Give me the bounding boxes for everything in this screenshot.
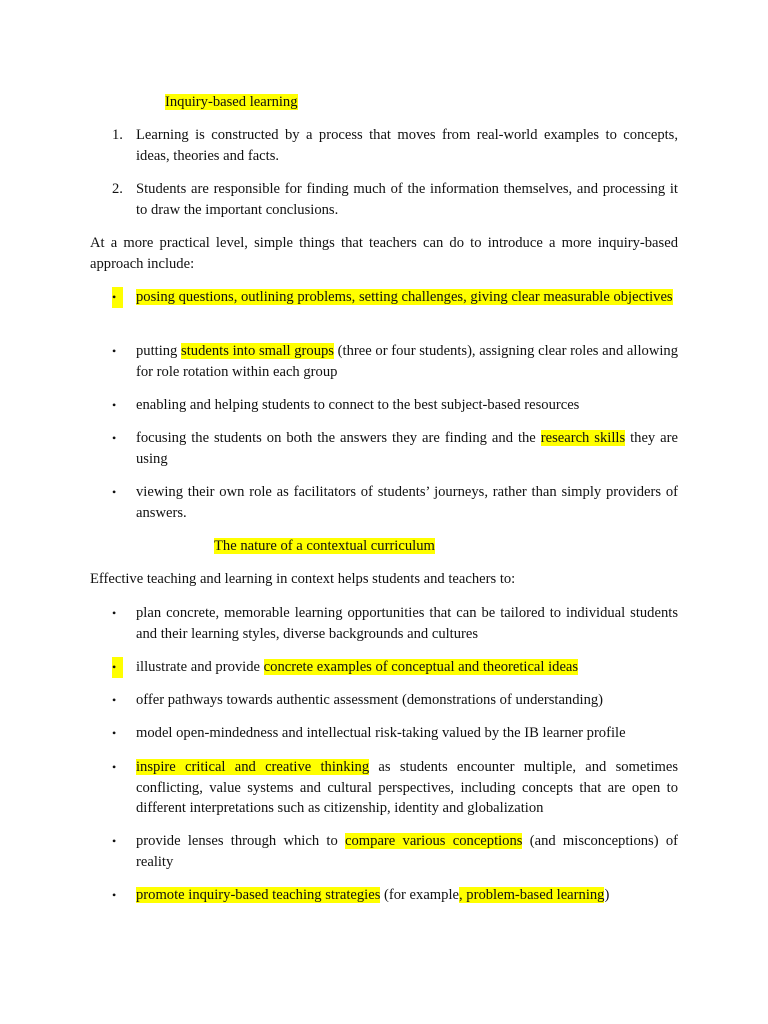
list-item [90, 657, 678, 678]
highlighted-text: inspire critical and creative thinking [136, 759, 370, 775]
intro-paragraph-2: Effective teaching and learning in context helps students and teachers to: [90, 571, 516, 587]
highlighted-text: , problem-based learning [458, 887, 605, 903]
list-item-text [136, 287, 678, 308]
bullet-icon: • [112, 431, 117, 445]
highlighted-text: concrete examples of conceptual and theoretical ideas [263, 659, 579, 675]
text-run: viewing their own role as facilitators of students’ journeys, rather than simply providers of answers. [136, 484, 678, 521]
bullet-icon: • [112, 657, 123, 678]
item-number: 1. [112, 127, 123, 143]
text-run: as students encounter multiple, and sometimes conflicting, value systems and cultural perspectives, including concepts that are open to different interpretations such as citizenship, identity and globalization [136, 759, 679, 816]
heading-text: The nature of a contextual curriculum [214, 538, 435, 554]
text-run: ) [604, 887, 610, 903]
bullet-icon: • [112, 693, 117, 707]
list-item-text [136, 690, 678, 711]
list-item-text [136, 395, 678, 416]
bullet-icon: • [112, 606, 117, 620]
text-run: enabling and helping students to connect to the best subject-based resources [136, 397, 580, 413]
numbered-item [90, 125, 678, 166]
item-number: 2. [112, 181, 123, 197]
list-item [90, 395, 678, 416]
bullet-icon: • [112, 760, 117, 774]
bullet-icon: • [112, 398, 117, 412]
list-item-text [136, 657, 678, 678]
list-item [90, 341, 678, 382]
text-run: model open-mindedness and intellectual risk-taking valued by the IB learner profile [136, 725, 626, 741]
bullet-icon: • [112, 834, 117, 848]
bullet-icon: • [112, 344, 117, 358]
list-item-text [136, 341, 678, 382]
text-run: provide lenses through which to [136, 833, 346, 849]
list-item [90, 603, 678, 644]
list-item [90, 757, 678, 819]
heading-contextual-curriculum [214, 536, 435, 557]
highlighted-text: students into small groups [181, 343, 334, 359]
heading-inquiry-based-learning [165, 92, 298, 113]
list-item [90, 831, 678, 872]
text-run: (for example [380, 887, 459, 903]
list-item-text [136, 603, 678, 644]
bullet-icon: • [112, 888, 117, 902]
list-item [90, 287, 678, 308]
list-item-text [136, 428, 678, 469]
text-run: plan concrete, memorable learning opportunities that can be tailored to individual students and their learning styles, diverse backgrounds and cultures [136, 605, 678, 642]
list-item [90, 723, 678, 744]
highlighted-text: research skills [540, 430, 626, 446]
text-run: (three or four students), assigning clear roles and allowing for role rotation within each group [136, 343, 679, 380]
list-item-text [136, 831, 678, 872]
heading-text: Inquiry-based learning [165, 94, 298, 110]
list-item-text [136, 885, 678, 906]
text-run: illustrate and provide [136, 659, 264, 675]
bullet-icon: • [112, 287, 123, 308]
text-run: they are using [136, 430, 678, 467]
highlighted-text: promote inquiry-based teaching strategies [136, 887, 381, 903]
bullet-icon: • [112, 726, 117, 740]
text-run: offer pathways towards authentic assessment (demonstrations of understanding) [136, 692, 604, 708]
text-run: putting [136, 343, 182, 359]
item-text: Learning is constructed by a process that moves from real-world examples to concepts, ideas, theories and facts. [136, 127, 678, 164]
highlighted-text: posing questions, outlining problems, setting challenges, giving clear measurable objectives [136, 289, 673, 305]
list-item-text [136, 482, 678, 523]
text-run: (and misconceptions) of reality [136, 833, 679, 870]
text-run: focusing the students on both the answers they are finding and the [136, 430, 541, 446]
list-item [90, 428, 678, 469]
item-text: Students are responsible for finding much of the information themselves, and processing it to draw the important conclusions. [136, 181, 678, 218]
list-item-text [136, 757, 678, 819]
list-item [90, 885, 678, 906]
highlighted-text: compare various conceptions [345, 833, 523, 849]
intro-paragraph: At a more practical level, simple things that teachers can do to introduce a more inquiry-based approach include: [90, 235, 678, 272]
list-item [90, 690, 678, 711]
numbered-item [90, 179, 678, 220]
list-item-text [136, 723, 678, 744]
bullet-icon: • [112, 485, 117, 499]
list-item [90, 482, 678, 523]
